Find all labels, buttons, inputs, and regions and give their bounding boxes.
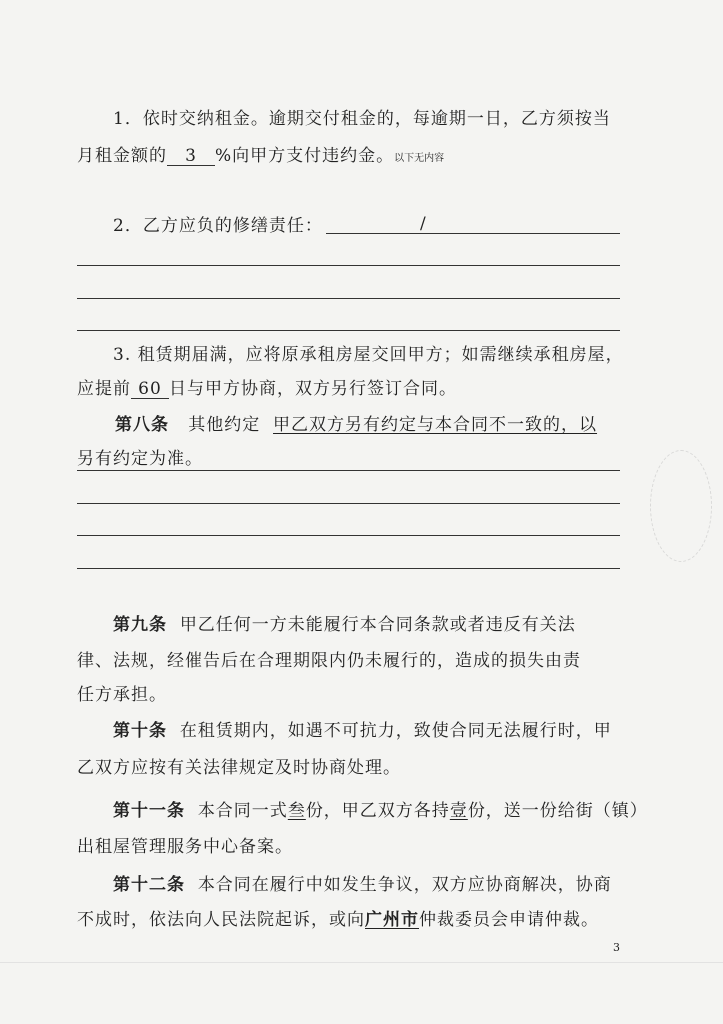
clause3-line2-before: 应提前 [77, 379, 131, 399]
article11-line2: 出租屋管理服务中心备案。 [77, 837, 293, 857]
clause2-rule-4 [77, 330, 620, 331]
clause2-label: 2．乙方应负的修缮责任： [113, 216, 323, 236]
article9-title: 第九条 [113, 615, 167, 635]
article8-title: 第八条 [115, 415, 169, 435]
clause2-rule-1 [326, 233, 620, 234]
article8-rule-1 [77, 470, 620, 471]
article10-text: 在租赁期内，如遇不可抗力，致使合同无法履行时，甲 [179, 721, 612, 741]
page-bottom-edge [0, 962, 723, 963]
article8-label: 其他约定 [188, 415, 261, 435]
clause1-line2-before: 月租金额的 [77, 146, 167, 166]
article9-line2: 律、法规，经催告后在合理期限内仍未履行的，造成的损失由责 [77, 651, 581, 671]
clause2-rule-3 [77, 298, 620, 299]
article8-rule-4 [77, 568, 620, 569]
penalty-percent: 3 [167, 147, 215, 166]
article9-line3: 任方承担。 [77, 685, 167, 705]
article11-text-a: 本合同一式 [197, 801, 288, 821]
article8-line2: 另有约定为准。 [77, 449, 203, 469]
page-number: 3 [613, 941, 620, 954]
clause2-rule-2 [77, 265, 620, 266]
article8-text: 甲乙双方另有约定与本合同不一致的，以 [273, 415, 598, 435]
article11-text-c: 份，送一份给街（镇） [467, 801, 648, 821]
article10-title: 第十条 [113, 721, 167, 741]
article8-rule-3 [77, 535, 620, 536]
clause1-line2 [77, 145, 444, 170]
article11-title: 第十一条 [113, 801, 185, 821]
article12-text: 本合同在履行中如发生争议，双方应协商解决，协商 [197, 875, 612, 895]
article9-line1 [113, 614, 576, 636]
article10-line1 [113, 720, 612, 742]
clause1-line2-after: %向甲方支付违约金。 [215, 146, 395, 166]
article8-line1 [115, 414, 597, 436]
notice-days: 60 [131, 380, 169, 399]
article11-each: 壹 [449, 801, 468, 821]
faint-seal-mark [650, 450, 712, 562]
arbitration-city: 广州市 [365, 910, 419, 930]
clause2-value: / [420, 214, 427, 234]
clause3-line2 [77, 378, 457, 400]
article11-line1 [113, 800, 648, 822]
article12-line2-before: 不成时，依法向人民法院起诉，或向 [77, 910, 365, 930]
article11-copies: 叁 [287, 801, 306, 821]
article8-rule-2 [77, 503, 620, 504]
article12-line2-after: 仲裁委员会申请仲裁。 [419, 910, 599, 930]
article12-line2 [77, 909, 599, 931]
article10-line2: 乙双方应按有关法律规定及时协商处理。 [77, 758, 401, 778]
clause3-line1: 3. 租赁期届满，应将原承租房屋交回甲方；如需继续承租房屋， [113, 345, 624, 365]
article12-line1 [113, 874, 612, 896]
article11-text-b: 份，甲乙双方各持 [305, 801, 450, 821]
clause3-line2-after: 日与甲方协商，双方另行签订合同。 [169, 379, 457, 399]
article9-text: 甲乙任何一方未能履行本合同条款或者违反有关法 [179, 615, 576, 635]
article12-title: 第十二条 [113, 875, 185, 895]
clause1-line1: 1．依时交纳租金。逾期交付租金的，每逾期一日，乙方须按当 [113, 109, 611, 129]
no-content-note: 以下无内容 [394, 153, 445, 164]
